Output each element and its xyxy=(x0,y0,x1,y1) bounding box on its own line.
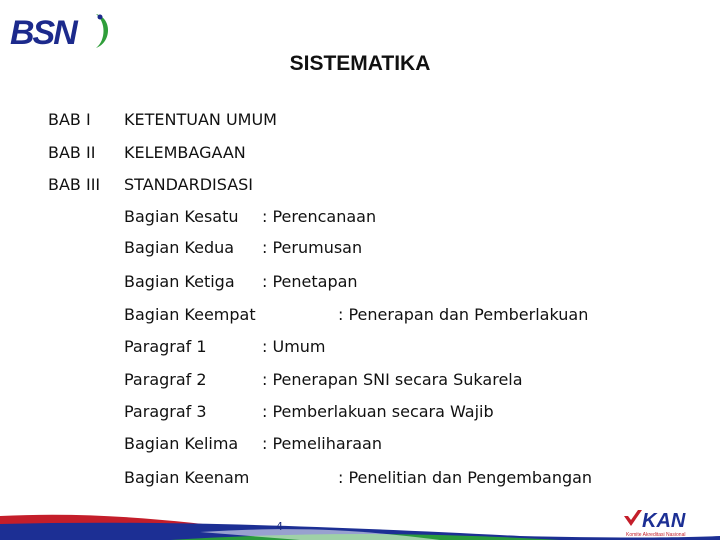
item-value: : Perumusan xyxy=(262,238,363,257)
kan-logo-text: KAN xyxy=(642,510,686,532)
item-value: : Penerapan dan Pemberlakuan xyxy=(338,305,589,324)
item-value: : Umum xyxy=(262,337,326,356)
kan-check-icon xyxy=(624,510,642,526)
bab-2-code: BAB II xyxy=(48,143,96,162)
bab-3-code: BAB III xyxy=(48,175,101,194)
bsn-logo-dot-icon xyxy=(98,15,103,20)
page-title-text: SISTEMATIKA xyxy=(289,52,431,75)
item-label: Bagian Kelima xyxy=(124,434,239,453)
item-value: : Penelitian dan Pengembangan xyxy=(338,468,593,487)
bab-1-code: BAB I xyxy=(48,110,91,129)
bsn-logo-text: BSN xyxy=(10,14,76,52)
item-value: : Penerapan SNI secara Sukarela xyxy=(262,370,523,389)
bab-1-name: KETENTUAN UMUM xyxy=(124,110,277,129)
footer-swoosh-band xyxy=(0,496,720,540)
bab-3-name: STANDARDISASI xyxy=(124,175,254,194)
item-value: : Perencanaan xyxy=(262,207,377,226)
bab-2-name: KELEMBAGAAN xyxy=(124,143,246,162)
item-label: Paragraf 2 xyxy=(124,370,207,389)
item-value: : Pemberlakuan secara Wajib xyxy=(262,402,494,421)
kan-logo xyxy=(622,506,716,538)
item-label: Paragraf 1 xyxy=(124,337,207,356)
page-title xyxy=(0,52,720,76)
kan-logo-subtitle: Komite Akreditasi Nasional xyxy=(626,532,686,538)
bsn-logo xyxy=(8,8,120,52)
bsn-logo-swoosh-icon xyxy=(96,14,108,48)
item-label: Bagian Ketiga xyxy=(124,272,235,291)
item-label: Bagian Kedua xyxy=(124,238,235,257)
item-label: Bagian Keempat xyxy=(124,305,256,324)
page-number: 4 xyxy=(276,520,283,533)
item-value: : Penetapan xyxy=(262,272,358,291)
item-label: Paragraf 3 xyxy=(124,402,207,421)
item-label: Bagian Keenam xyxy=(124,468,250,487)
item-value: : Pemeliharaan xyxy=(262,434,382,453)
item-label: Bagian Kesatu xyxy=(124,207,239,226)
